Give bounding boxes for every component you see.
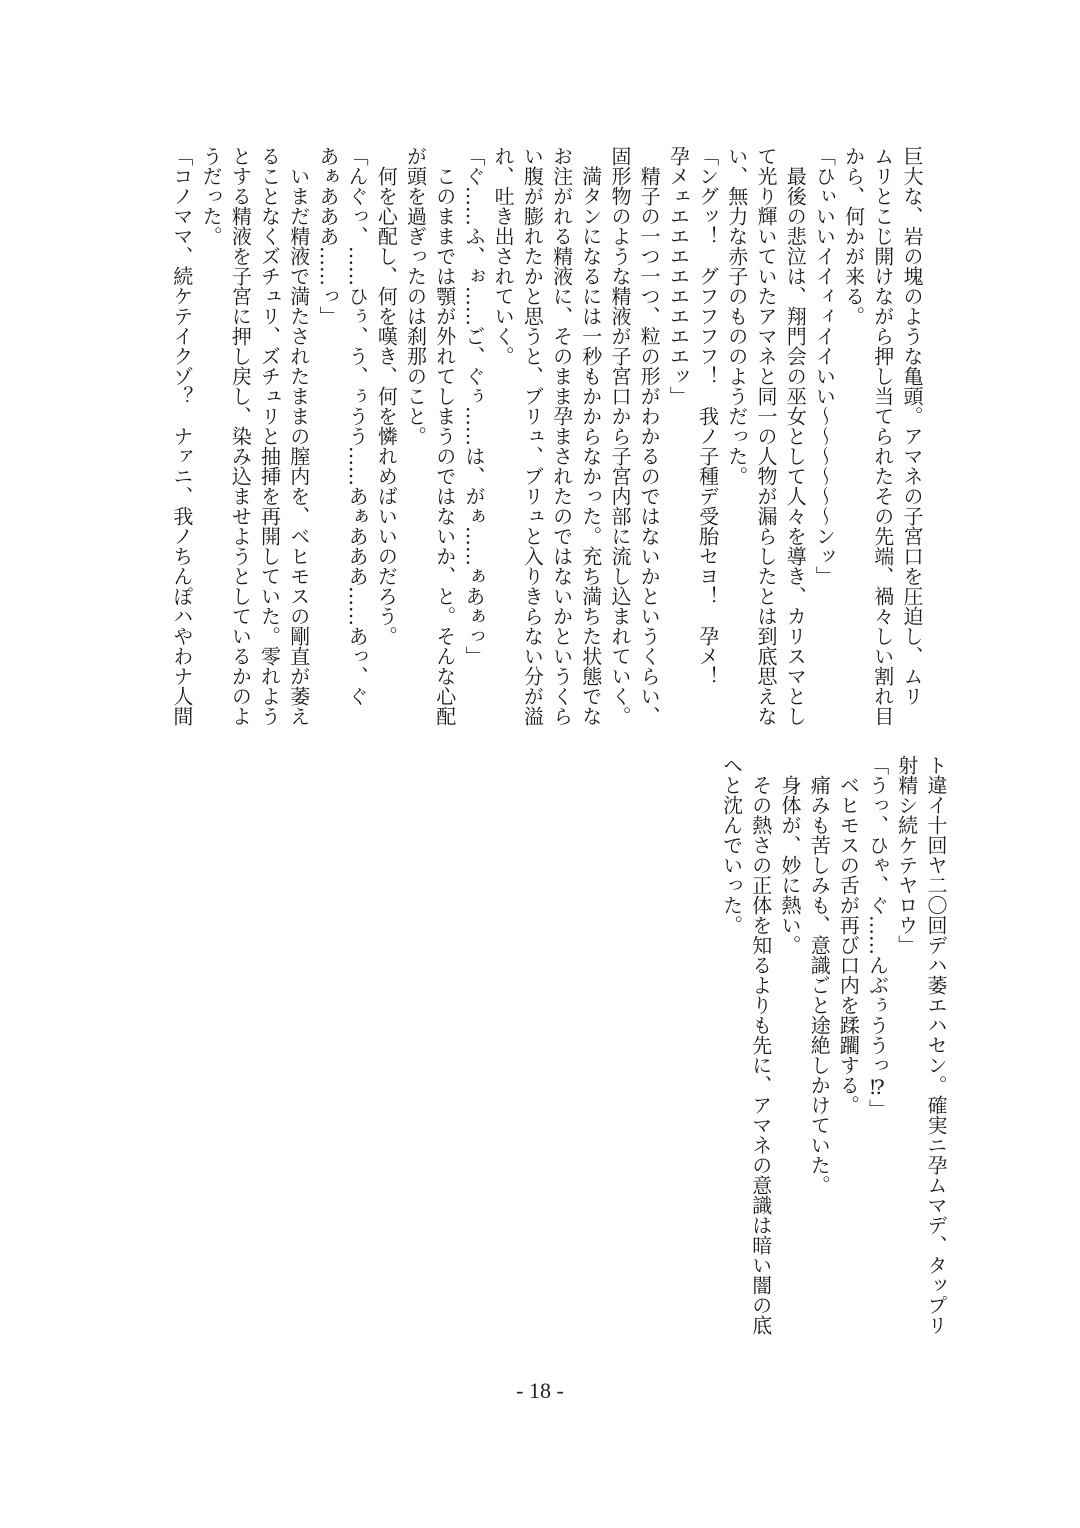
text-column: 「コノママ、続ケテイクゾ？ ナァニ、我ノちんぽハやわナ人間 bbox=[169, 146, 194, 726]
text-column: い、無力な赤子のもののようだった。 bbox=[724, 146, 749, 486]
text-column: 「うっ、ひゃ、ぐ……んぶぅううっ⁉」 bbox=[865, 755, 890, 1119]
text-column: うだった。 bbox=[199, 146, 224, 246]
text-column: て光り輝いていたアマネと同一の人物が漏らしたとは到底思えな bbox=[753, 146, 778, 726]
text-column: 精子の一つ一つ、粒の形がわかるのではないかというくらい、 bbox=[637, 146, 662, 726]
text-column: 最後の悲泣は、翔門会の巫女として人々を導き、カリスマとし bbox=[783, 146, 808, 726]
text-column: 身体が、妙に熱い。 bbox=[777, 755, 802, 955]
text-column: 「ひぃいいイイィィイイいい～～～～～～ンッ」 bbox=[812, 146, 837, 586]
text-column: お注がれる精液に、そのまま孕まされたのではないかというくら bbox=[549, 146, 574, 726]
text-column: あぁあああ……っ」 bbox=[315, 146, 340, 326]
text-column: 「ぐ……ふ、ぉ……ご、ぐぅ……は、がぁ……ぁあぁっ」 bbox=[461, 146, 486, 666]
text-column: 満タンになるには一秒もかからなかった。充ち満ちた状態でな bbox=[578, 146, 603, 726]
text-column: 巨大な、岩の塊のような亀頭。アマネの子宮口を圧迫し、ムリ bbox=[900, 146, 924, 706]
text-column: 孕メェエエエエエエエエッ」 bbox=[666, 146, 691, 406]
text-column: その熱さの正体を知るよりも先に、アマネの意識は暗い闇の底 bbox=[748, 755, 773, 1335]
upper-text-block bbox=[167, 146, 926, 726]
text-column: れ、吐き出されていく。 bbox=[491, 146, 516, 366]
text-column: から、何かが来る。 bbox=[841, 146, 866, 326]
text-column: ト違イ十回ヤ二〇回デハ萎エハセン。確実ニ孕ムマデ、タップリ bbox=[924, 755, 948, 1335]
text-column: ベヒモスの舌が再び口内を蹂躙する。 bbox=[836, 755, 861, 1115]
text-column: 何を心配し、何を嘆き、何を憐れめばいいのだろう。 bbox=[374, 146, 399, 646]
text-column: とする精液を子宮に押し戻し、染み込ませようとしているかのよ bbox=[228, 146, 253, 726]
page-number: - 18 - bbox=[516, 1378, 564, 1403]
text-column: いまだ精液で満たされたままの膣内を、ベヒモスの剛直が萎え bbox=[286, 146, 311, 726]
text-column: 固形物のような精液が子宮口から子宮内部に流し込まれていく。 bbox=[607, 146, 632, 726]
text-column: へと沈んでいった。 bbox=[719, 755, 744, 935]
text-column: 「んぐっ、……ひぅ、う、ぅうう……あぁあああ……あっ、ぐ bbox=[345, 146, 370, 706]
text-column: 射精シ続ケテヤロウ」 bbox=[894, 755, 919, 955]
text-column: い腹が膨れたかと思うと、ブリュ、ブリュと入りきらない分が溢 bbox=[520, 146, 545, 726]
lower-text-block bbox=[716, 755, 950, 1345]
text-column: 「ングッ！ グフフフフ！ 我ノ子種デ受胎セヨ！ 孕メ！ bbox=[695, 146, 720, 686]
text-column: 痛みも苦しみも、意識ごと途絶しかけていた。 bbox=[807, 755, 832, 1195]
text-column: このままでは顎が外れてしまうのではないか、と。そんな心配 bbox=[432, 146, 457, 726]
text-column: ることなくズチュリ、ズチュリと抽挿を再開していた。零れよう bbox=[257, 146, 282, 726]
text-column: が頭を過ぎったのは刹那のこと。 bbox=[403, 146, 428, 446]
text-column: ムリとこじ開けながら押し当てられたその先端、禍々しい割れ目 bbox=[870, 146, 895, 726]
